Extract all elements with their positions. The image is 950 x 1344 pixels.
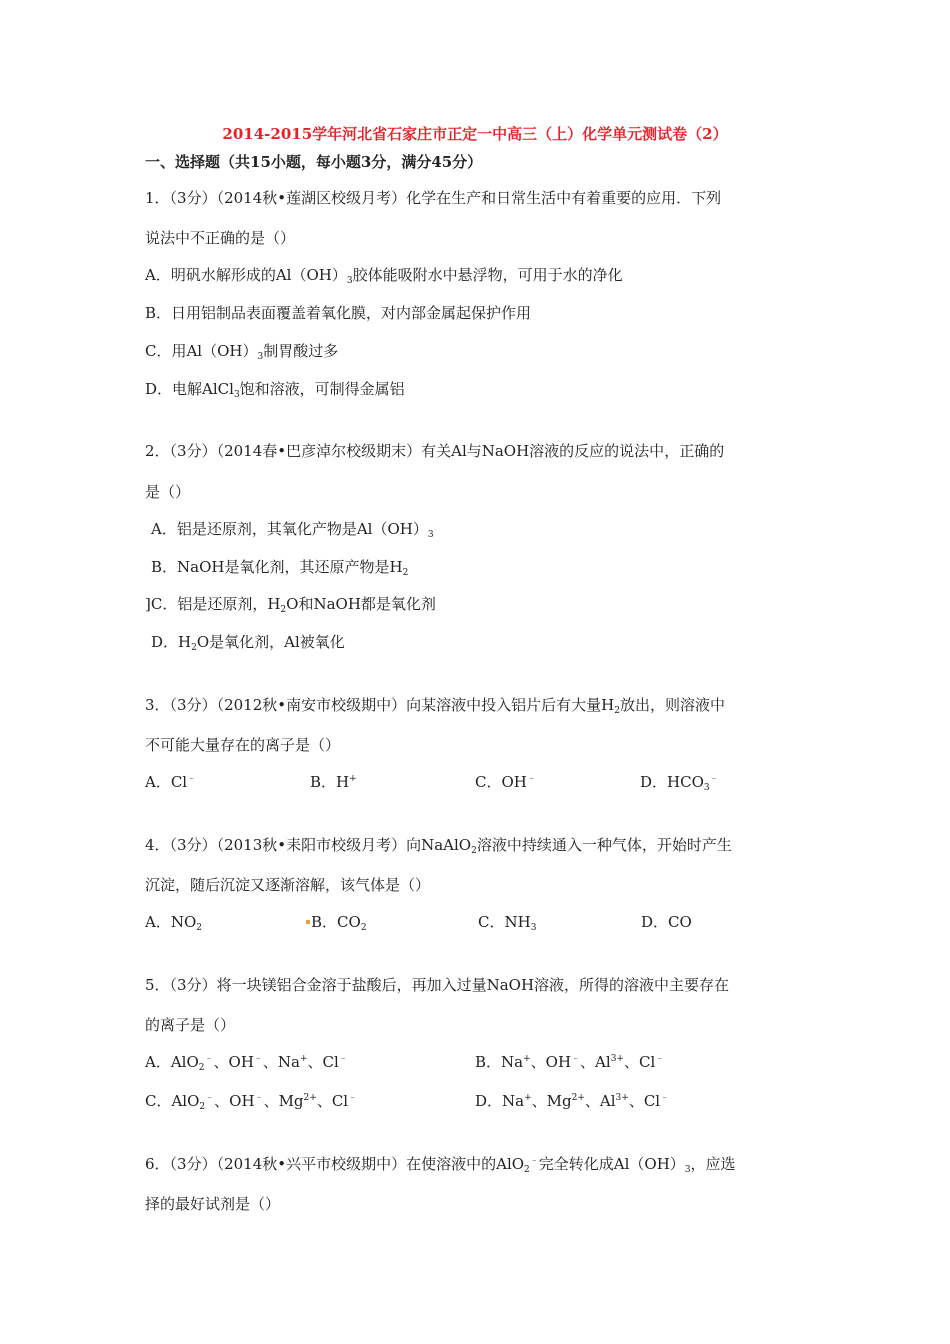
question-2-option-c: ]C．铝是还原剂，$H_2O$和NaOH都是氧化剂: [145, 595, 436, 615]
question-3-stem-line2: 不可能大量存在的离子是（）: [145, 736, 341, 754]
question-2-option-d: D．$H_2O$是氧化剂，Al被氧化: [151, 633, 345, 653]
question-5-option-d: D．Na+、$Mg^{2+}$、$Al^{3+}$、Cl﹣: [475, 1092, 670, 1110]
question-4-option-b: B．$CO_2$: [306, 912, 367, 932]
question-4-option-d: D．CO: [641, 913, 692, 931]
question-5-option-c: C．AlO$_2$﹣、OH﹣、$Mg^{2+}$、Cl﹣: [145, 1092, 358, 1112]
question-3-option-c: C．OH﹣: [475, 773, 536, 791]
highlight-mark-icon: [306, 920, 310, 924]
question-2-stem-line1: 2．（3分）（2014春•巴彦淖尔校级期末）有关Al与NaOH溶液的反应的说法中，正确的: [145, 442, 725, 460]
page-title: 2014-2015学年河北省石家庄市正定一中高三（上）化学单元测试卷（2）: [222, 125, 728, 143]
question-1-stem-line1: 1．（3分）（2014秋•莲湖区校级月考）化学在生产和日常生活中有着重要的应用．下列: [145, 189, 722, 207]
question-2-stem-line2: 是（）: [145, 483, 191, 501]
question-5-option-b: B．Na+、OH﹣、$Al^{3+}$、Cl﹣: [475, 1053, 665, 1071]
question-3-option-d: D．$HCO_3^﹣$: [640, 773, 719, 793]
question-2-option-b: B．NaOH是氧化剂，其还原产物是$H_2$: [151, 558, 409, 578]
question-1-option-a: A．明矾水解形成的$Al(OH)_3$胶体能吸附水中悬浮物，可用于水的净化: [145, 266, 623, 286]
question-4-stem-line2: 沉淀，随后沉淀又逐渐溶解，该气体是（）: [145, 876, 431, 894]
question-3-stem-line1: 3．（3分）（2012秋•南安市校级期中）向某溶液中投入铝片后有大量$H_2$放出，则溶液中: [145, 696, 725, 716]
question-3-option-a: A．Cl﹣: [145, 773, 197, 791]
question-4-option-a: A．$NO_2$: [145, 913, 202, 933]
question-2-option-a: A．铝是还原剂，其氧化产物是$Al(OH)_3$: [151, 520, 434, 540]
question-6-stem-line2: 择的最好试剂是（）: [145, 1195, 281, 1213]
question-6-stem-line1: 6．（3分）（2014秋•兴平市校级期中）在使溶液中的AlO$_2$﹣完全转化成$Al(OH)_3$，应选: [145, 1155, 736, 1175]
question-3-option-b: B．H+: [310, 773, 357, 791]
question-4-option-c: C．$NH_3$: [478, 913, 537, 933]
question-4-stem-line1: 4．（3分）（2013秋•耒阳市校级月考）向NaAlO$_2$溶液中持续通入一种气体，开始时产生: [145, 836, 732, 856]
question-1-option-c: C．用$Al(OH)_3$制胃酸过多: [145, 342, 339, 362]
question-1-option-b: B．日用铝制品表面覆盖着氧化膜，对内部金属起保护作用: [145, 304, 532, 322]
question-1-option-d: D．电解AlCl$_3$饱和溶液，可制得金属铝: [145, 380, 405, 400]
question-5-stem-line2: 的离子是（）: [145, 1016, 236, 1034]
question-5-option-a: A．AlO$_2$﹣、OH﹣、Na+、Cl﹣: [145, 1053, 348, 1073]
section-heading: 一、选择题（共15小题，每小题3分，满分45分）: [145, 153, 483, 171]
question-1-stem-line2: 说法中不正确的是（）: [145, 229, 296, 247]
question-5-stem-line1: 5．（3分）将一块镁铝合金溶于盐酸后，再加入过量NaOH溶液，所得的溶液中主要存在: [145, 976, 730, 994]
